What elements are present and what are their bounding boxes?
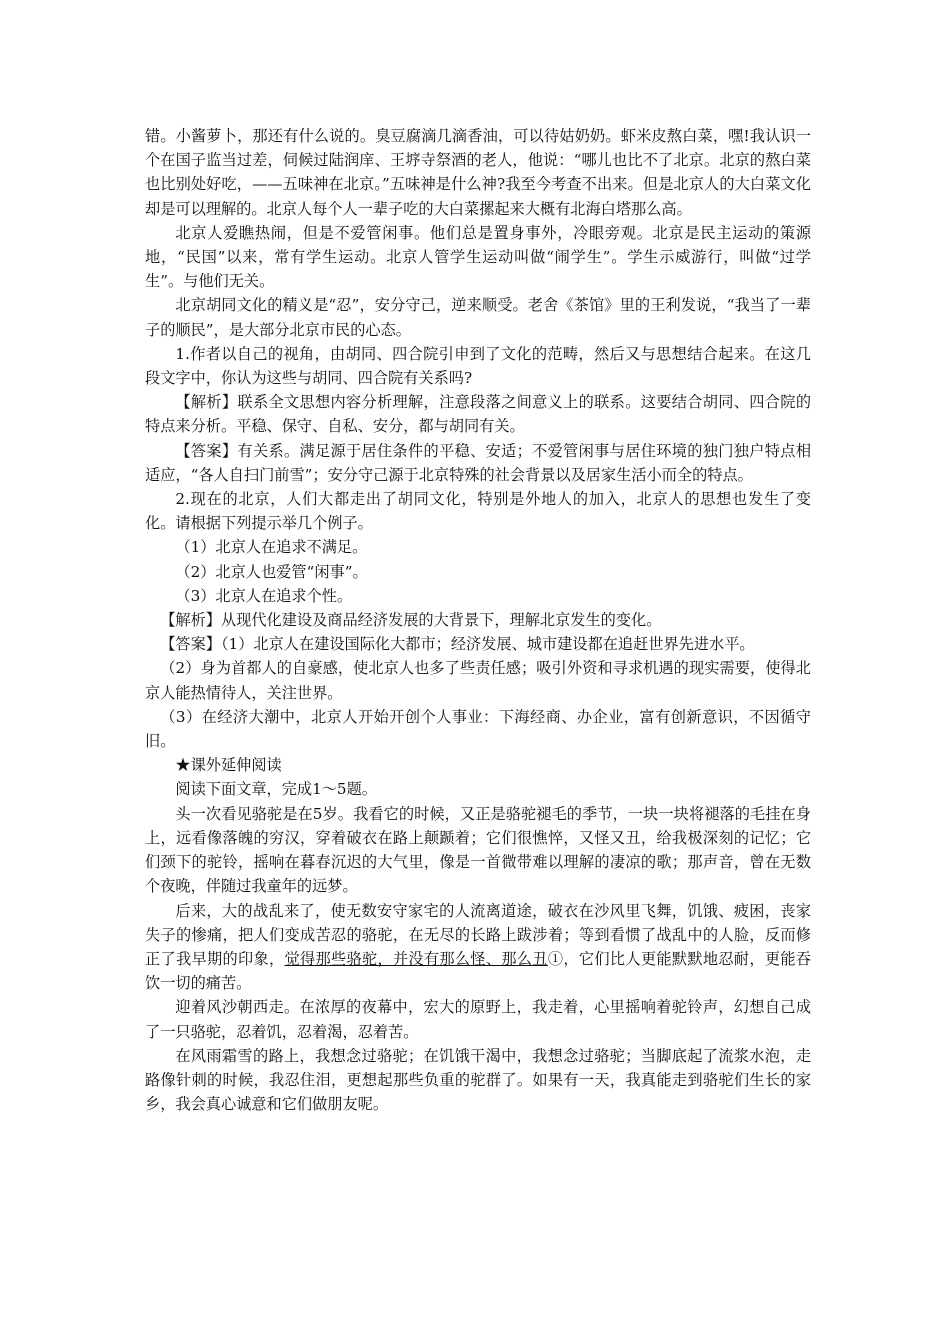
analysis-1: 【解析】联系全文思想内容分析理解，注意段落之间意义上的联系。这要结合胡同、四合院的特点来分析。平稳、保守、自私、安分，都与胡同有关。 [145,393,811,436]
reading-paragraph: 头一次看见骆驼是在5岁。我看它的时候，又正是骆驼褪毛的季节，一块一块将褪落的毛挂在身上，远看像落魄的穷汉，穿着破衣在路上颠踬着；它们很憔悴，又怪又丑，给我极深刻的记忆；它们颈下的驼铃，摇响在暮春沉迟的大气里，像是一首微带难以理解的凄凉的歌；那声音，曾在无数个夜晚，伴随过我童年的远梦。 [145,804,811,896]
paragraph-text: 后来，大的战乱来了，使无数安守家宅的人流离道途，破衣在沙风里飞舞，饥饿、疲困，丧家失子的惨痛，把人们变成苦忍的骆驼，在无尽的长路上跋涉着；等到看惯了战乱中的人脸，反而修正了我早期的印象， [145,901,811,968]
question-1: 1.作者以自己的视角，由胡同、四合院引申到了文化的范畴，然后又与思想结合起来。在这几段文字中，你认为这些与胡同、四合院有关系吗? [145,344,811,388]
answer-1: 【答案】有关系。满足源于居住条件的平稳、安适；不爱管闲事与居住环境的独门独户特点相适应，“各人自扫门前雪”；安分守己源于北京特殊的社会背景以及居家生活小而全的特点。 [145,441,811,484]
paragraph: 错。小酱萝卜，那还有什么说的。臭豆腐滴几滴香油，可以待姑奶奶。虾米皮熬白菜，嘿!我认识一个在国子监当过差，伺候过陆润庠、王垿寺祭酒的老人，他说：“哪儿也比不了北京。北京的熬白菜也比别处好吃，——五味神在北京。”五味神是什么神?我至今考查不出来。但是北京人的大白菜文化却是可以理解的。北京人每个人一辈子吃的大白菜摞起来大概有北海白塔那么高。 [145,127,811,218]
article-body [145,124,811,1116]
analysis-2: 【解析】从现代化建设及商品经济发展的大背景下，理解北京发生的变化。 [160,611,662,630]
paragraph: 北京胡同文化的精义是“忍”，安分守己，逆来顺受。老舍《茶馆》里的王利发说，“我当了一辈子的顺民”，是大部分北京市民的心态。 [145,296,811,339]
reading-instruction: 阅读下面文章，完成1～5题。 [175,780,377,799]
question-2: 2.现在的北京，人们大都走出了胡同文化，特别是外地人的加入，北京人的思想也发生了变化。请根据下列提示举几个例子。 [145,490,811,533]
answer-2-item-3: （3）在经济大潮中，北京人开始开创个人事业：下海经商、办企业，富有创新意识，不因循守旧。 [145,707,811,751]
reading-paragraph: 在风雨霜雪的路上，我想念过骆驼；在饥饿干渴中，我想念过骆驼；当脚底起了流浆水泡，走路像针刺的时候，我忍住泪，更想起那些负重的驼群了。如果有一天，我真能走到骆驼们生长的家乡，我会真心诚意和它们做朋友呢。 [145,1046,811,1114]
reading-paragraph: 迎着风沙朝西走。在浓厚的夜幕中，宏大的原野上，我走着，心里摇响着驼铃声，幻想自己成了一只骆驼，忍着饥，忍着渴，忍着苦。 [145,998,811,1041]
answer-2-item-2: （2）身为首都人的自豪感，使北京人也多了些责任感；吸引外资和寻求机遇的现实需要，使得北京人能热情待人，关注世界。 [145,659,811,702]
prompt-item-3: （3）北京人在追求个性。 [175,586,353,605]
underlined-sentence: 觉得那些骆驼，并没有那么怪、那么丑 [284,949,548,968]
answer-2: 【答案】（1）北京人在建设国际化大都市；经济发展、城市建设都在追赶世界先进水平。 [160,635,755,654]
paragraph: 北京人爱瞧热闹，但是不爱管闲事。他们总是置身事外，冷眼旁观。北京是民主运动的策源地，“民国”以来，常有学生运动。北京人管学生运动叫做“闹学生”。学生示威游行，叫做“过学生”。与他们无关。 [145,223,811,291]
section-heading: ★课外延伸阅读 [175,756,282,775]
prompt-item-2: （2）北京人也爱管“闲事”。 [175,562,368,581]
paragraph-text: ①，它们比人更能默默地忍耐，更能吞饮一切的痛苦。 [145,949,812,993]
reading-paragraph [145,899,811,996]
prompt-item-1: （1）北京人在追求不满足。 [175,538,368,557]
